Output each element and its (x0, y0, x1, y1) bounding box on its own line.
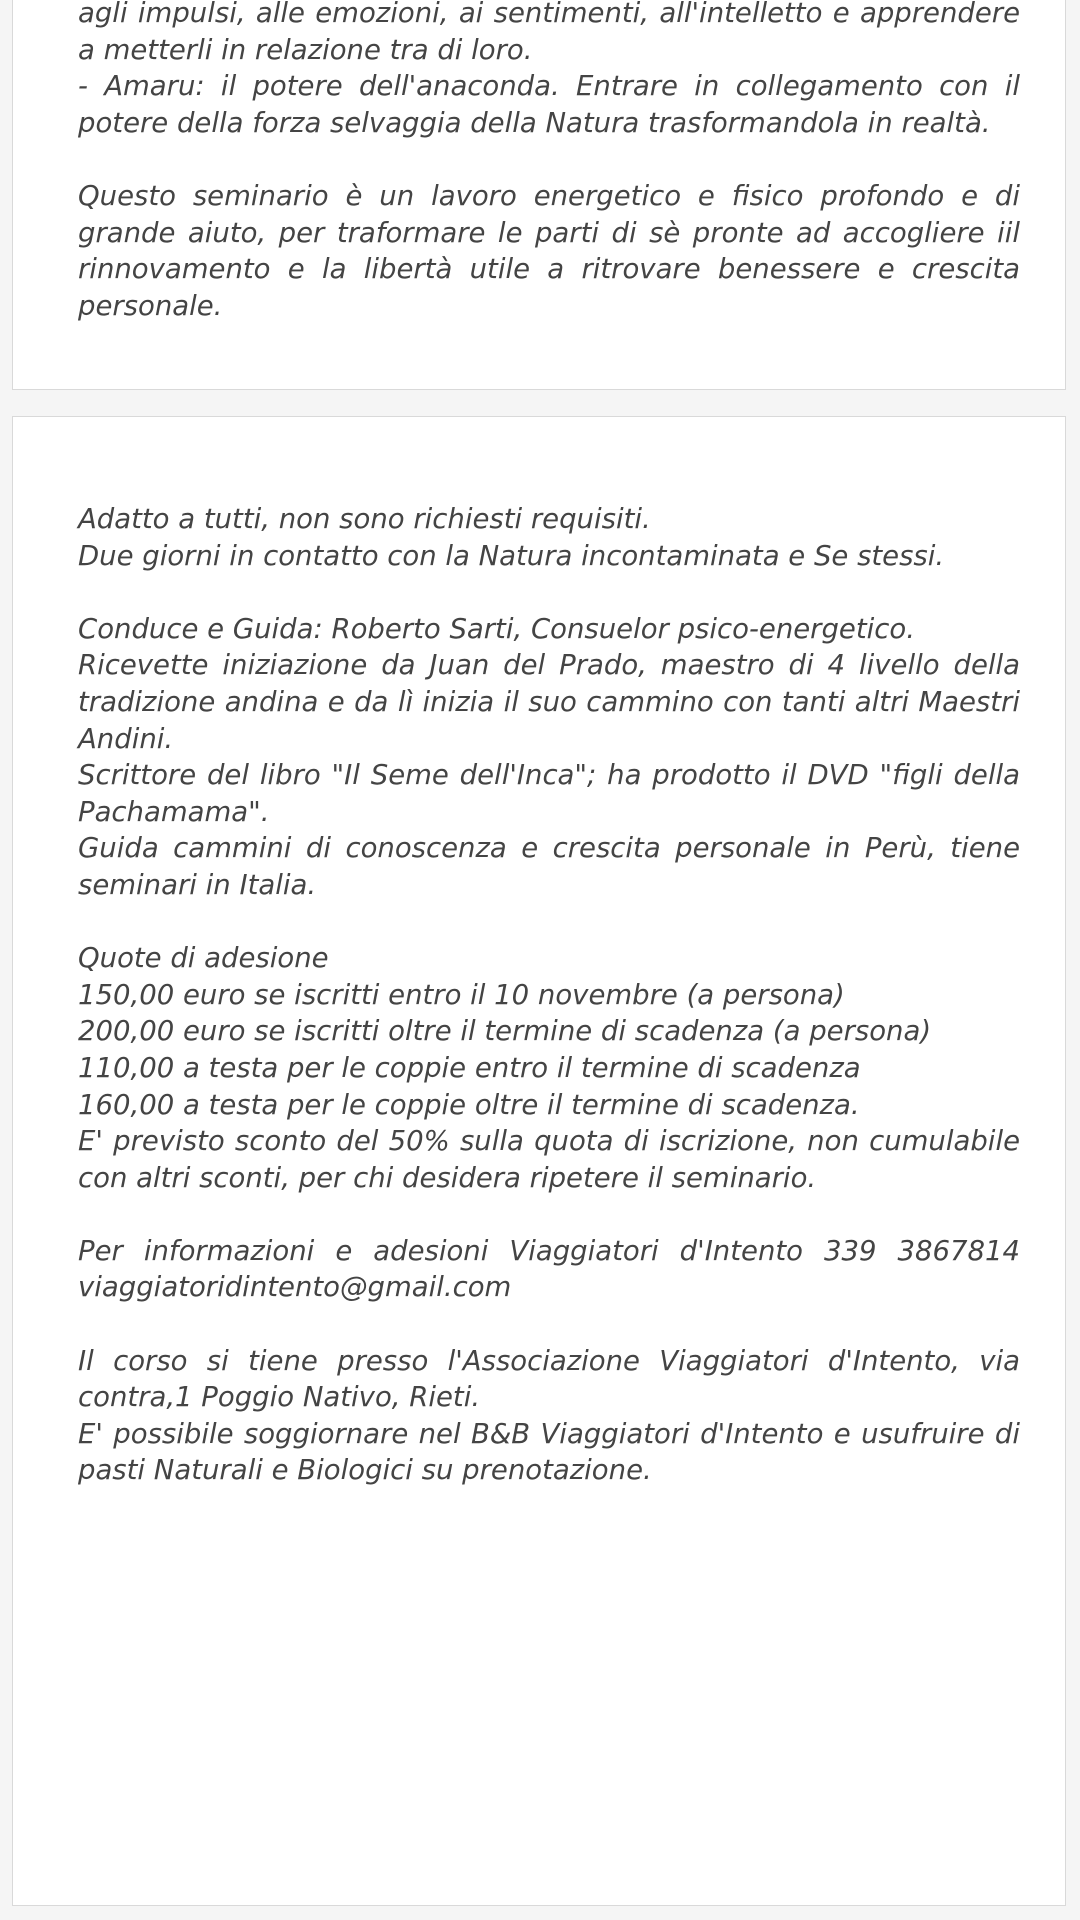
text-line: agli impulsi, alle emozioni, ai sentimenti, all'intelletto e apprendere (78, 0, 1020, 29)
location-line: Il corso si tiene presso l'Associazione Viaggiatori d'Intento, via (78, 1344, 1020, 1377)
text-line: tradizione andina e da lì inizia il suo cammino con tanti altri Maestri (78, 685, 1020, 718)
blank-line (78, 1196, 1020, 1233)
blank-line (78, 141, 1020, 178)
text-line: Andini. (78, 722, 174, 755)
text-line: personale. (78, 289, 223, 322)
blank-line (78, 574, 1020, 611)
content-card-bottom (12, 416, 1066, 1906)
text-line: Pachamama". (78, 795, 270, 828)
seminar-details (78, 501, 1020, 1489)
text-line: - Amaru: il potere dell'anaconda. Entrare in collegamento con il (78, 70, 1020, 103)
content-card-top (12, 0, 1066, 390)
text-line: rinnovamento e la libertà utile a ritrovare benessere e crescita (78, 253, 1020, 286)
contact-line: Per informazioni e adesioni Viaggiatori d'Intento 339 3867814 (78, 1234, 1020, 1267)
guide-line: Conduce e Guida: Roberto Sarti, Consuelor psico-energetico. (78, 612, 915, 645)
text-line: Adatto a tutti, non sono richiesti requisiti. (78, 503, 651, 535)
blank-line (78, 1306, 1020, 1343)
text-line: pasti Naturali e Biologici su prenotazione. (78, 1454, 652, 1487)
text-line: potere della forza selvaggia della Natura trasformandola in realtà. (78, 106, 991, 139)
text-line: Ricevette iniziazione da Juan del Prado, maestro di 4 livello della (78, 649, 1020, 682)
seminar-description (78, 0, 1020, 324)
price-line: 110,00 a testa per le coppie entro il termine di scadenza (78, 1051, 861, 1084)
blank-line (78, 904, 1020, 941)
text-line: E' possibile soggiornare nel B&B Viaggiatori d'Intento e usufruire di (78, 1417, 1020, 1450)
text-line: Due giorni in contatto con la Natura incontaminata e Se stessi. (78, 539, 945, 572)
text-line: E' previsto sconto del 50% sulla quota di iscrizione, non cumulabile (78, 1125, 1020, 1158)
text-line: Guida cammini di conoscenza e crescita personale in Perù, tiene (78, 832, 1020, 865)
text-line: a metterli in relazione tra di loro. (78, 33, 533, 66)
text-line: grande aiuto, per traformare le parti di sè pronte ad accogliere iil (78, 216, 1020, 249)
price-line: 160,00 a testa per le coppie oltre il termine di scadenza. (78, 1088, 860, 1121)
contact-email: viaggiatoridintento@gmail.com (78, 1271, 512, 1304)
text-line: seminari in Italia. (78, 868, 317, 901)
text-line: Scrittore del libro "Il Seme dell'Inca"; ha prodotto il DVD "figli della (78, 759, 1020, 792)
location-line: contra,1 Poggio Nativo, Rieti. (78, 1381, 481, 1414)
price-line: 150,00 euro se iscritti entro il 10 novembre (a persona) (78, 978, 845, 1011)
prices-heading: Quote di adesione (78, 942, 329, 975)
text-line: Questo seminario è un lavoro energetico e fisico profondo e di (78, 179, 1020, 212)
text-line: con altri sconti, per chi desidera ripetere il seminario. (78, 1161, 817, 1194)
price-line: 200,00 euro se iscritti oltre il termine di scadenza (a persona) (78, 1015, 932, 1048)
